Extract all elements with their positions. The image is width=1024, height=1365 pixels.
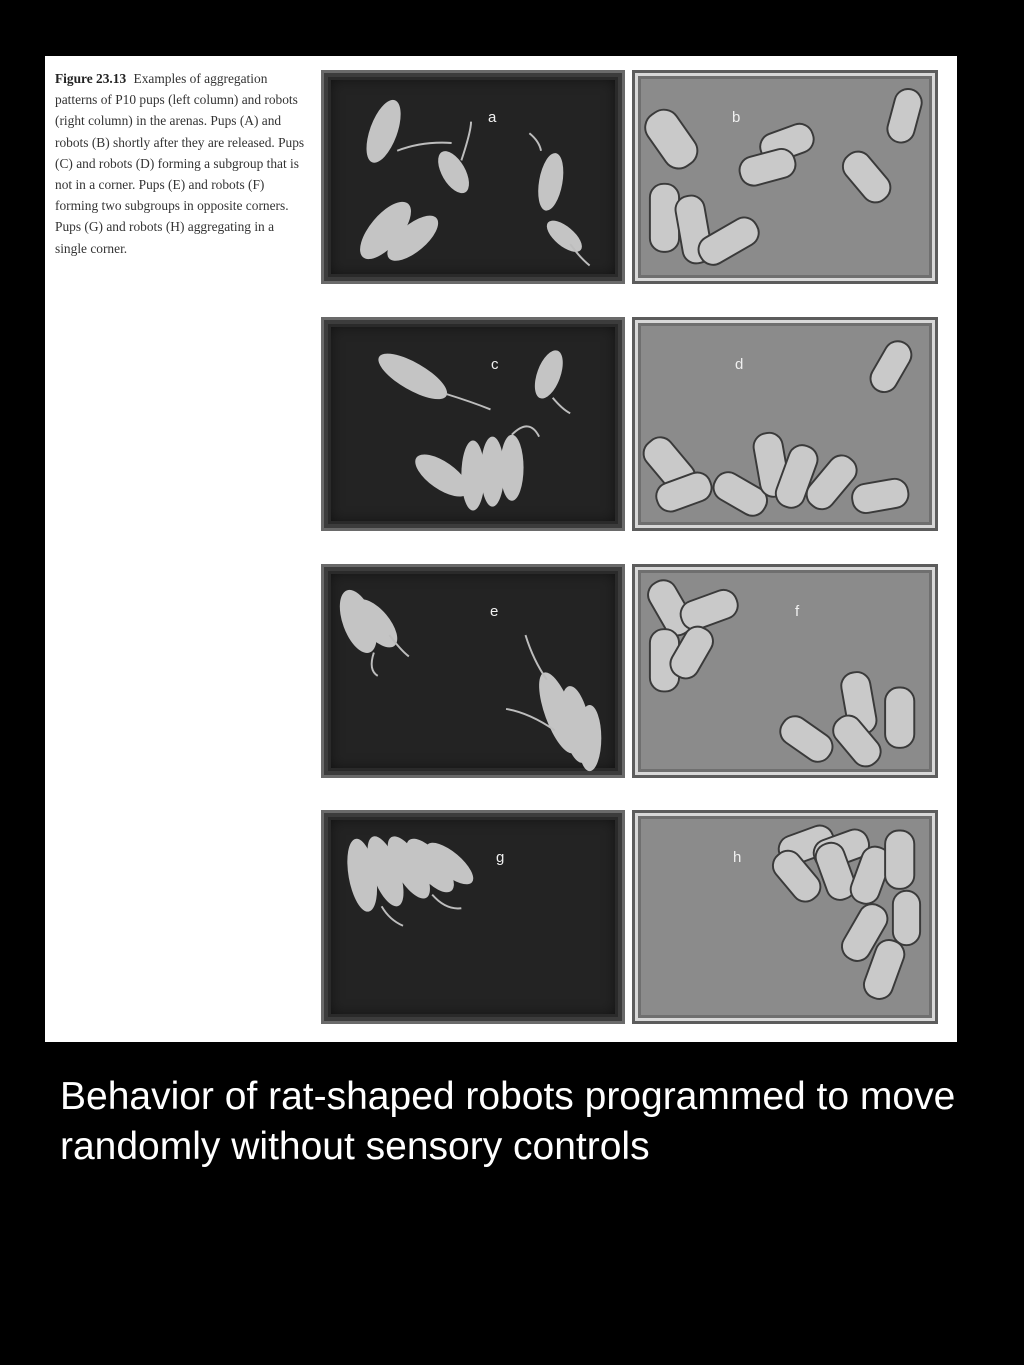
panel-letter: d <box>735 356 744 373</box>
robots-photo <box>635 320 935 528</box>
panel-letter: e <box>490 603 499 620</box>
figure-page <box>45 56 957 1042</box>
panel-letter: c <box>491 356 499 373</box>
panel-letter: h <box>733 849 742 866</box>
panel-a-pups <box>321 70 625 284</box>
pups-photo <box>324 73 622 281</box>
robots-photo <box>635 73 935 281</box>
robots-photo <box>635 567 935 775</box>
panel-f-robots <box>632 564 938 778</box>
figure-caption-text: Examples of aggregation patterns of P10 pups (left column) and robots (right column) in the arenas. Pups (A) and robots (B) shortly after they are released. Pups (C) and robots (D) forming a subgroup that is not in a corner. Pups (E) and robots (F) forming two subgroups in opposite corners. Pups (G) and robots (H) aggregating in a single corner. <box>55 71 305 256</box>
figure-label: Figure 23.13 <box>55 71 127 86</box>
panel-c-pups <box>321 317 625 531</box>
panel-g-pups <box>321 810 625 1024</box>
panel-h-robots <box>632 810 938 1024</box>
robots-photo <box>635 813 935 1021</box>
panel-d-robots <box>632 317 938 531</box>
panel-letter: a <box>488 109 497 126</box>
figure-caption <box>55 68 305 259</box>
panel-letter: b <box>732 109 741 126</box>
slide-caption-text: Behavior of rat-shaped robots programmed to move randomly without sensory controls <box>60 1075 956 1168</box>
panel-e-pups <box>321 564 625 778</box>
pups-photo <box>324 567 622 775</box>
pups-photo <box>324 813 622 1021</box>
pups-photo <box>324 320 622 528</box>
panel-b-robots <box>632 70 938 284</box>
panel-letter: f <box>795 603 800 620</box>
panel-letter: g <box>496 849 505 866</box>
